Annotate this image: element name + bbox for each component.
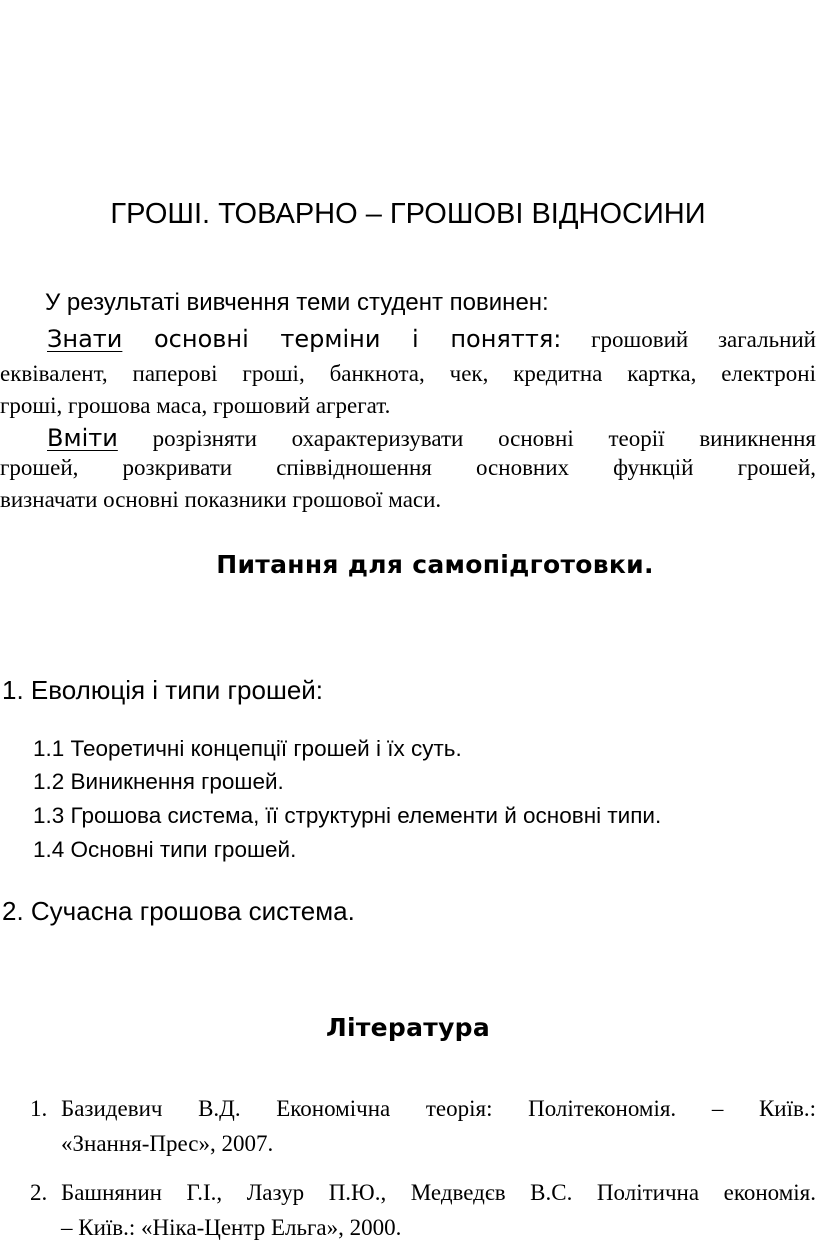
- skills-label: Вміти: [47, 424, 118, 452]
- know-label: Знати: [47, 325, 123, 353]
- reference-line: Башнянин Г.І., Лазур П.Ю., Медведєв В.С. Політична економія.: [61, 1180, 816, 1205]
- skills-line: [0, 424, 816, 452]
- subtopic-item: 1.2 Виникнення грошей.: [33, 769, 284, 794]
- topic-item: 1. Еволюція і типи грошей:: [2, 675, 324, 705]
- reference-item: [30, 1180, 816, 1250]
- intro-text: У результаті вивчення теми студент повинен:: [45, 289, 549, 316]
- reference-line: Базидевич В.Д. Економічна теорія: Політекономія. – Київ.:: [61, 1096, 816, 1121]
- know-line-3: гроші, грошова маса, грошовий агрегат.: [0, 393, 391, 418]
- page-title: ГРОШІ. ТОВАРНО – ГРОШОВІ ВІДНОСИНИ: [110, 198, 706, 230]
- know-line1-rest: грошовий загальний: [561, 327, 816, 352]
- know-line: [0, 325, 816, 353]
- reference-number: 2.: [30, 1180, 48, 1205]
- know-terms-lead: основні терміни і поняття:: [122, 325, 562, 353]
- skills-line1-rest: розрізняти охарактеризувати основні теорії виникнення: [117, 426, 816, 451]
- skills-line-3: визначати основні показники грошової маси.: [0, 487, 442, 512]
- subtopic-item: 1.1 Теоретичні концепції грошей і їх суть.: [33, 736, 462, 761]
- literature-heading: Література: [325, 1013, 491, 1042]
- subtopic-item: 1.3 Грошова система, її структурні елементи й основні типи.: [33, 803, 662, 828]
- topic-item: 2. Сучасна грошова система.: [2, 896, 355, 926]
- reference-number: 1.: [30, 1096, 48, 1121]
- know-line-2: еквівалент, паперові гроші, банкнота, чек, кредитна картка, електроні: [0, 361, 816, 386]
- reference-item: [30, 1096, 816, 1166]
- reference-line: «Знання-Прес», 2007.: [61, 1131, 274, 1156]
- reference-line: – Київ.: «Ніка-Центр Ельга», 2000.: [61, 1215, 402, 1240]
- subtopic-item: 1.4 Основні типи грошей.: [33, 837, 297, 862]
- questions-heading: Питання для самопідготовки.: [216, 550, 654, 579]
- skills-line-2: грошей, розкривати співвідношення основних функцій грошей,: [0, 455, 816, 480]
